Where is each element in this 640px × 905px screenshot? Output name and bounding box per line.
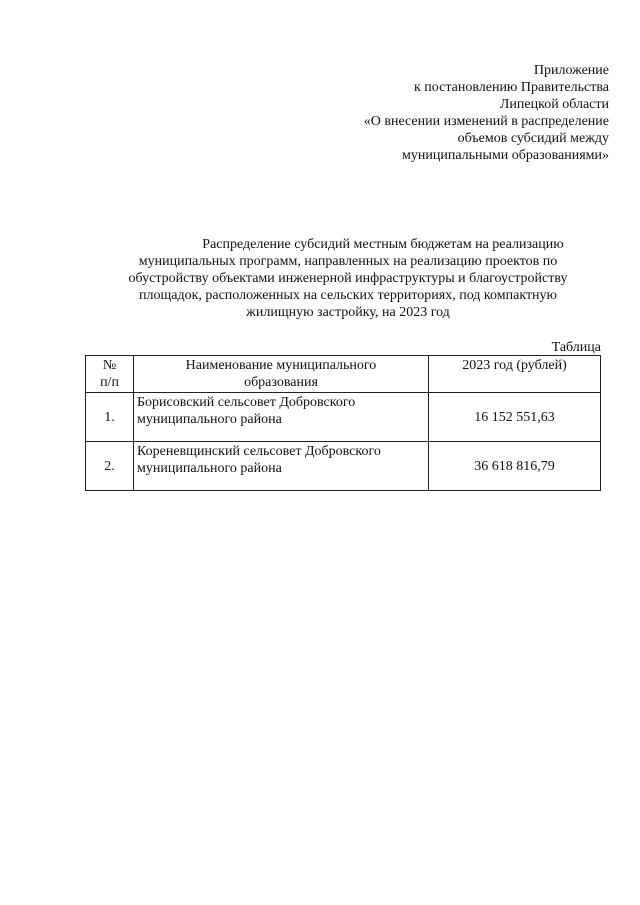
appendix-line: объемов субсидий между	[457, 131, 609, 146]
row-municipality-line1: Борисовский сельсовет Добровского	[137, 395, 356, 410]
header-number-line1: №	[102, 358, 117, 373]
table-row	[86, 442, 601, 491]
appendix-line: Приложение	[533, 63, 609, 78]
heading-line: муниципальных программ, направленных на реализацию проектов по	[138, 254, 558, 269]
appendix-line: к постановлению Правительства	[413, 80, 609, 95]
row-municipality-line2: муниципального района	[137, 412, 282, 427]
table-row	[86, 393, 601, 442]
heading-line: обустройству объектами инженерной инфраструктуры и благоустройству	[128, 271, 568, 286]
header-municipality-line1: Наименование муниципального	[185, 358, 377, 373]
appendix-line: муниципальными образованиями»	[402, 148, 609, 163]
subsidy-table	[85, 355, 601, 491]
row-number: 2.	[86, 442, 134, 491]
appendix-block	[249, 62, 609, 164]
heading-line: площадок, расположенных на сельских территориях, под компактную	[138, 288, 558, 303]
row-municipality-line2: муниципального района	[137, 461, 282, 476]
row-municipality	[134, 393, 429, 442]
table-header-row	[86, 356, 601, 393]
document-heading	[98, 236, 598, 321]
row-number: 1.	[86, 393, 134, 442]
row-amount: 36 618 816,79	[429, 442, 601, 491]
heading-line: жилищную застройку, на 2023 год	[246, 305, 450, 320]
heading-line: Распределение субсидий местным бюджетам на реализацию	[202, 237, 564, 252]
header-number	[86, 356, 134, 393]
header-amount: 2023 год (рублей)	[429, 356, 601, 393]
header-number-line2: п/п	[100, 375, 119, 390]
header-municipality-line2: образования	[244, 375, 318, 390]
table-caption: Таблица	[551, 340, 601, 355]
header-municipality	[134, 356, 429, 393]
row-municipality-line1: Кореневщинский сельсовет Добровского	[137, 444, 381, 459]
appendix-line: Липецкой области	[499, 97, 609, 112]
row-amount: 16 152 551,63	[429, 393, 601, 442]
row-municipality	[134, 442, 429, 491]
appendix-line: «О внесении изменений в распределение	[363, 114, 609, 129]
